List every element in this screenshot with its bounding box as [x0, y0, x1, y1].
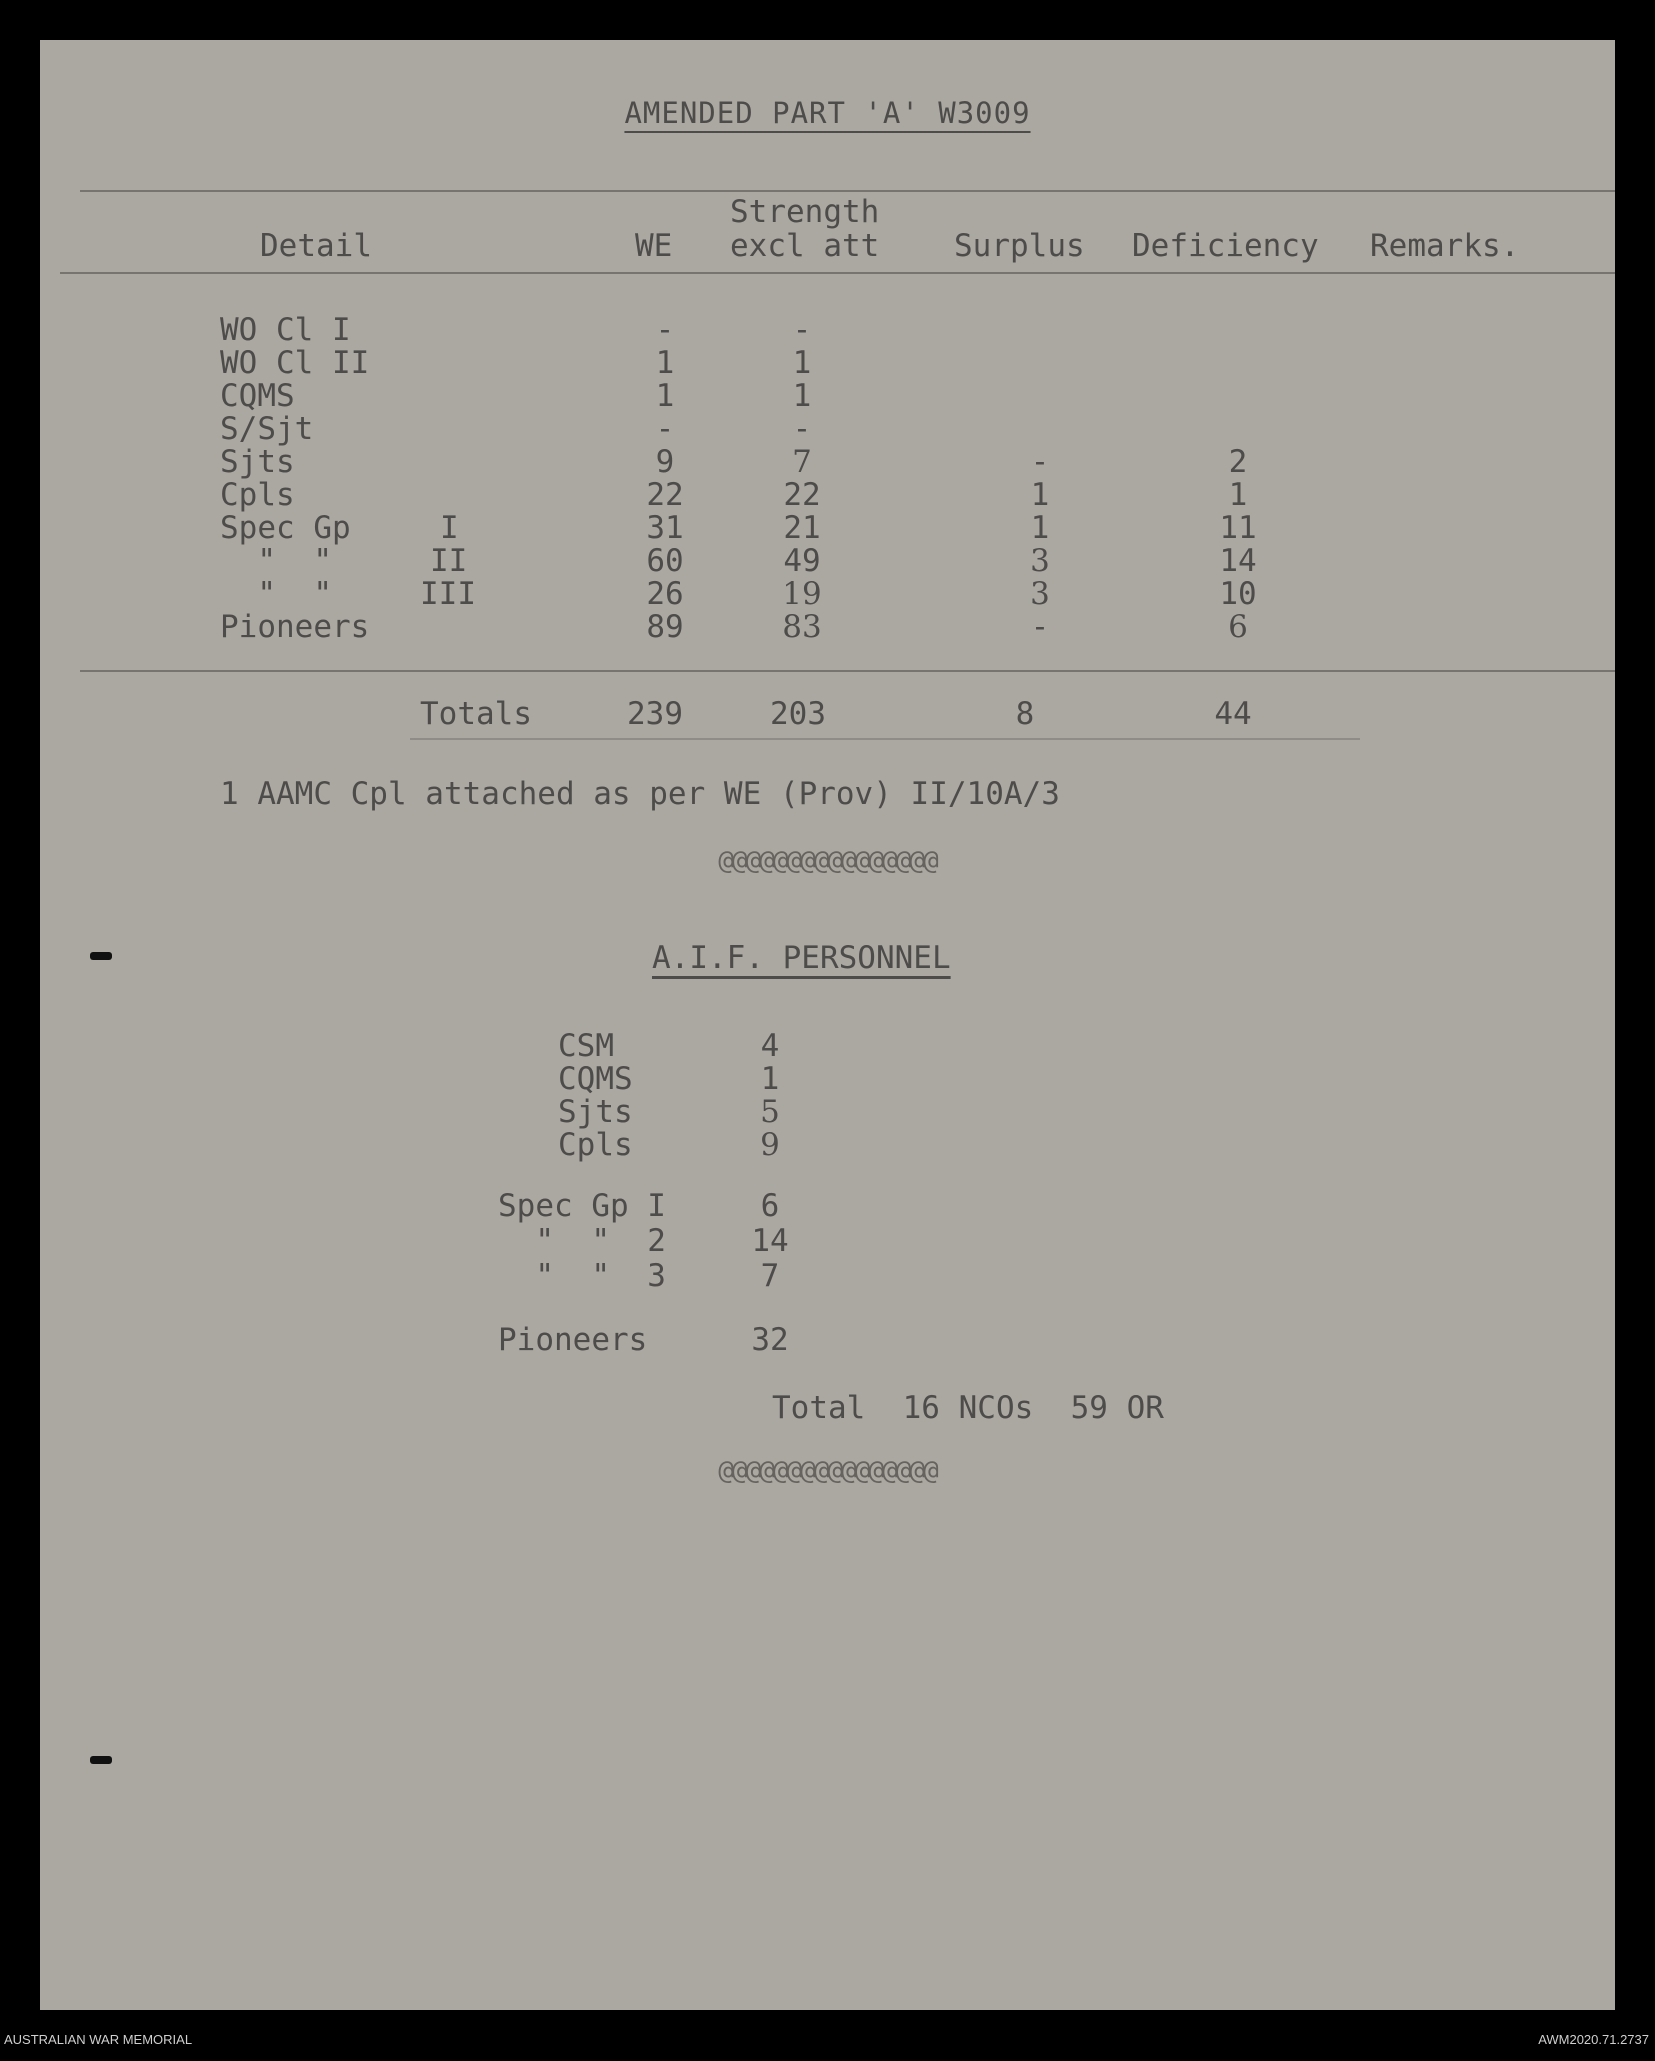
aif-title: A.I.F. PERSONNEL	[652, 940, 951, 976]
aif-spec-label: Spec Gp I	[498, 1188, 666, 1224]
row-strength: 1	[792, 345, 812, 381]
aif-total: Total 16 NCOs 59 OR	[772, 1390, 1164, 1426]
document-title: AMENDED PART 'A' W3009	[624, 96, 1031, 130]
header-strength-line1: Strength	[730, 194, 880, 230]
row-we: 1	[655, 345, 675, 381]
row-strength: 1	[792, 378, 812, 414]
row-deficiency: 14	[1219, 543, 1257, 579]
row-detail: CQMS	[220, 378, 295, 414]
aif-spec-value: 7	[760, 1258, 780, 1294]
header-deficiency: Deficiency	[1132, 228, 1319, 264]
row-strength: -	[792, 411, 812, 447]
row-we: 60	[646, 543, 684, 579]
row-we: 9	[655, 444, 675, 480]
ornament-divider: @@@@@@@@@@@@@@@@	[718, 846, 937, 876]
aif-value: 4	[760, 1028, 780, 1064]
row-we: 89	[646, 609, 684, 645]
row-we: 22	[646, 477, 684, 513]
header-we: WE	[635, 228, 673, 264]
row-we: 1	[655, 378, 675, 414]
row-subgroup: I	[440, 510, 459, 546]
row-surplus: 3	[1030, 543, 1050, 579]
header-detail: Detail	[260, 228, 372, 264]
header-strength-line2: excl att	[730, 228, 880, 264]
row-detail: Cpls	[220, 477, 295, 513]
row-deficiency: 10	[1219, 576, 1257, 612]
aif-spec-value: 6	[760, 1188, 780, 1224]
aif-label: CSM	[558, 1028, 614, 1064]
row-detail: Sjts	[220, 444, 295, 480]
row-deficiency: 2	[1228, 444, 1248, 480]
aif-value: 5	[760, 1094, 780, 1130]
totals-surplus: 8	[1015, 696, 1035, 732]
aif-spec-label: " " 2	[498, 1223, 666, 1259]
row-detail: WO Cl II	[220, 345, 370, 381]
row-surplus: -	[1030, 609, 1050, 645]
row-strength: 19	[782, 576, 822, 612]
table-top-rule	[80, 190, 1615, 192]
row-surplus: 3	[1030, 576, 1050, 612]
row-detail: " "	[220, 576, 332, 612]
row-detail: Spec Gp	[220, 510, 351, 546]
punch-hole	[90, 952, 112, 960]
row-strength: 22	[783, 477, 821, 513]
header-surplus: Surplus	[954, 228, 1085, 264]
row-deficiency: 1	[1228, 477, 1248, 513]
table-bottom-rule	[80, 670, 1615, 672]
aif-label: Sjts	[558, 1094, 633, 1130]
document-page	[40, 40, 1615, 2010]
totals-strength: 203	[770, 696, 826, 732]
row-surplus: 1	[1030, 477, 1050, 513]
punch-hole	[90, 1756, 112, 1764]
row-we: 26	[646, 576, 684, 612]
row-strength: 21	[783, 510, 821, 546]
aif-label: CQMS	[558, 1061, 633, 1097]
row-we: -	[655, 411, 675, 447]
row-subgroup: III	[420, 576, 476, 612]
totals-rule	[410, 738, 1360, 740]
totals-we: 239	[627, 696, 683, 732]
aif-label: Cpls	[558, 1127, 633, 1163]
totals-deficiency: 44	[1214, 696, 1252, 732]
aif-pioneers-label: Pioneers	[498, 1322, 648, 1358]
row-strength: 49	[783, 543, 821, 579]
row-subgroup: II	[430, 543, 468, 579]
row-detail: Pioneers	[220, 609, 370, 645]
ornament-divider-bottom: @@@@@@@@@@@@@@@@	[718, 1456, 937, 1486]
row-detail: " "	[220, 543, 332, 579]
table-header-rule	[60, 272, 1615, 274]
header-remarks: Remarks.	[1370, 228, 1520, 264]
attachment-note: 1 AAMC Cpl attached as per WE (Prov) II/10A/3	[220, 776, 1060, 812]
row-we: -	[655, 312, 675, 348]
row-deficiency: 6	[1228, 609, 1248, 645]
row-detail: WO Cl I	[220, 312, 351, 348]
footer-institution: AUSTRALIAN WAR MEMORIAL	[4, 2032, 193, 2047]
row-strength: 83	[782, 609, 822, 645]
row-detail: S/Sjt	[220, 411, 314, 447]
aif-value: 9	[760, 1127, 780, 1163]
aif-value: 1	[760, 1061, 780, 1097]
footer-accession-number: AWM2020.71.2737	[1538, 2032, 1649, 2047]
row-strength: 7	[792, 444, 812, 480]
row-strength: -	[792, 312, 812, 348]
row-we: 31	[646, 510, 684, 546]
totals-label: Totals	[420, 696, 532, 732]
row-surplus: 1	[1030, 510, 1050, 546]
aif-spec-value: 14	[751, 1223, 789, 1259]
row-deficiency: 11	[1219, 510, 1257, 546]
aif-pioneers-value: 32	[751, 1322, 789, 1358]
aif-spec-label: " " 3	[498, 1258, 666, 1294]
row-surplus: -	[1030, 444, 1050, 480]
